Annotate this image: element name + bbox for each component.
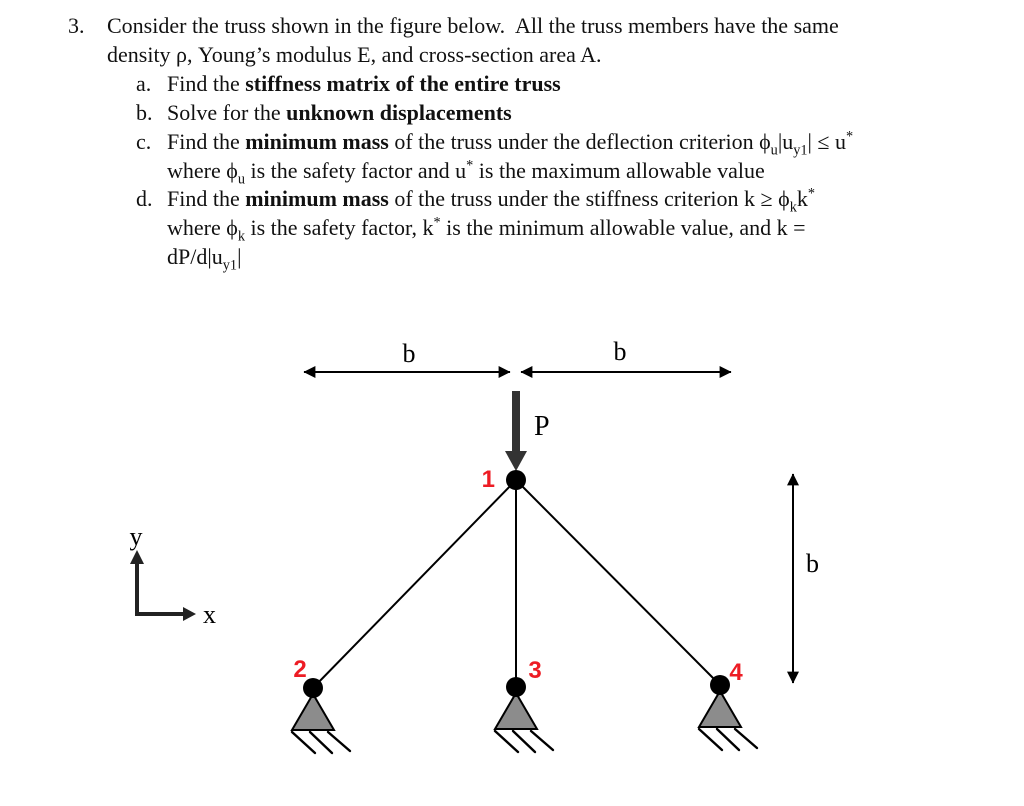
list-item-b-text: Solve for the unknown displacements <box>167 99 512 125</box>
ground-hatch <box>328 732 350 751</box>
ground-hatch <box>495 731 518 752</box>
ground-hatch <box>735 729 757 748</box>
dimension-label-b-vertical: b <box>806 549 819 578</box>
dimension-label-b-right: b <box>613 337 627 366</box>
node-label-1: 1 <box>481 466 495 493</box>
axes-lines <box>137 563 184 614</box>
node-4 <box>710 675 730 695</box>
axis-y-arrowhead <box>130 550 144 564</box>
member-1-4 <box>516 480 720 685</box>
pin-support-node-4 <box>699 691 757 750</box>
list-item-c-label: c. <box>136 128 152 154</box>
axis-x-arrowhead <box>183 607 196 621</box>
dimension-right <box>793 474 819 683</box>
list-item-b-label: b. <box>136 99 153 125</box>
intro-line-1: Consider the truss shown in the figure below. All the truss members have the same <box>107 13 839 38</box>
node-label-4: 4 <box>729 659 743 686</box>
list-item-c-text-2: where $\phi_u$ is the safety factor and u* is the maximum allowable value <box>167 157 765 187</box>
list-item-a-label: a. <box>136 70 152 96</box>
node-label-3: 3 <box>528 657 542 684</box>
coordinate-axes <box>130 522 217 629</box>
list-item-c-text-1: Find the minimum mass of the truss under the deflection criterion $\phi_u|u_{y1}| \le u^*$ <box>167 128 854 159</box>
node-1 <box>506 470 526 490</box>
node-labels <box>293 466 743 686</box>
support-triangle <box>699 691 741 727</box>
ground-hatch <box>292 732 315 753</box>
support-triangle <box>495 693 537 729</box>
problem-number: 3. <box>68 13 85 38</box>
axis-label-y: y <box>129 522 143 551</box>
load-arrow-head <box>505 451 527 471</box>
load-label-P: P <box>534 411 550 442</box>
node-label-2: 2 <box>293 656 307 683</box>
pin-support-node-2 <box>292 694 350 753</box>
ground-hatch <box>699 729 722 750</box>
list-item-d-text-2: where $\phi_k$ is the safety factor, k* is the minimum allowable value, and k = <box>167 215 806 245</box>
member-1-2 <box>313 480 516 688</box>
node-3 <box>506 677 526 697</box>
list-item-d-label: d. <box>136 186 153 212</box>
pin-support-node-3 <box>495 693 553 752</box>
truss-members <box>313 480 720 688</box>
dimension-label-b-left: b <box>402 339 416 368</box>
dimension-top <box>304 337 731 372</box>
load-arrow <box>505 391 550 471</box>
list-item-a-text: Find the stiffness matrix of the entire truss <box>167 70 561 96</box>
axis-label-x: x <box>203 600 216 629</box>
intro-line-2: density ρ, Young’s modulus E, and cross-section area A. <box>107 41 602 67</box>
list-item-d-text-1: Find the minimum mass of the truss under the stiffness criterion $k \ge \phi_kk^*$ <box>167 186 816 216</box>
ground-hatch <box>531 731 553 750</box>
support-triangle <box>292 694 334 730</box>
list-item-d-text-3: $dP/d|u_{y1}|$ <box>167 244 242 274</box>
